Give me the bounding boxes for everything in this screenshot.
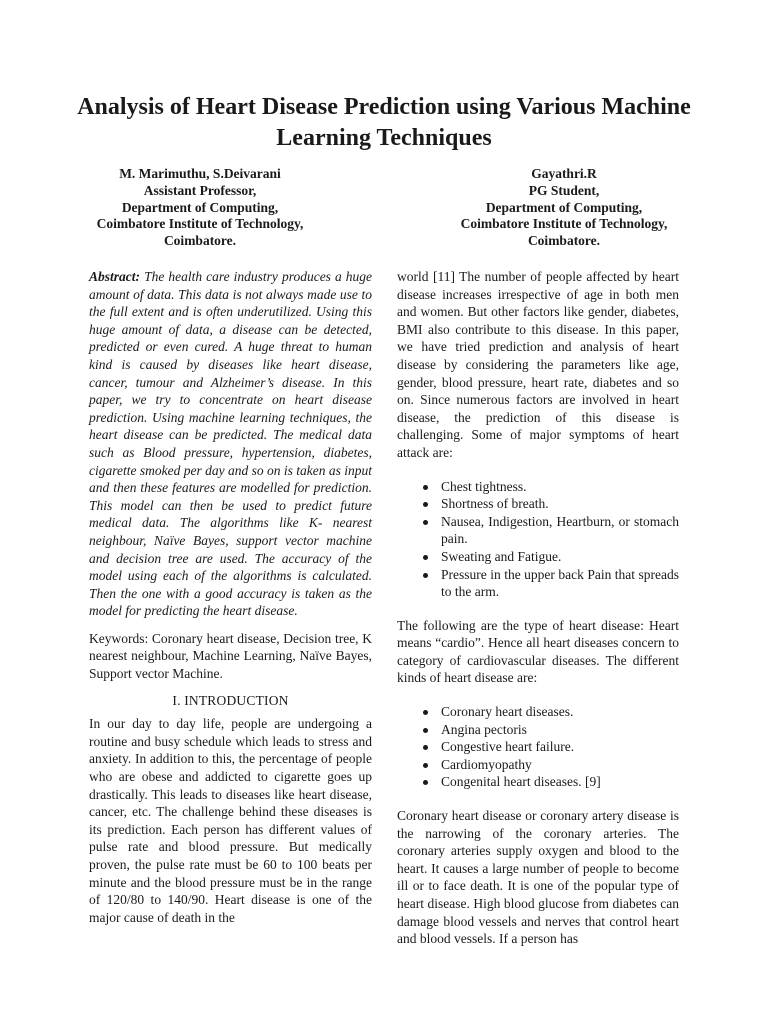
- list-item: [397, 513, 679, 548]
- introduction-paragraph: In our day to day life, people are undergoing a routine and busy schedule which leads to stress and anxiety. In addition to this, the percentage of people who are obese and addicted to cigarette goes up drastically. This leads to diseases like heart disease, cancer, etc. The challenge behind these diseases is its prediction. Each person has different values of pulse rate and blood pressure. But medically proven, the pulse rate must be 60 to 100 beats per minute and the blood pressure must be in the range of 120/80 to 140/90. Heart disease is one of the major cause of death in the: [89, 716, 372, 925]
- list-item-text: Congestive heart failure.: [441, 739, 575, 755]
- list-item: [397, 773, 679, 791]
- bullet-icon: [423, 502, 428, 507]
- bullet-icon: [423, 555, 428, 560]
- list-item-text: Sweating and Fatigue.: [441, 548, 562, 564]
- author-department: Department of Computing,: [121, 199, 279, 215]
- list-item-text: Angina pectoris: [441, 721, 527, 737]
- bullet-icon: [423, 728, 428, 733]
- paper-title: Analysis of Heart Disease Prediction using Various Machine Learning Techniques: [77, 94, 691, 151]
- symptoms-list: [397, 478, 679, 601]
- list-item: [397, 756, 679, 774]
- bullet-icon: [423, 520, 428, 525]
- list-item: [397, 478, 679, 496]
- list-item-text: Nausea, Indigestion, Heartburn, or stomach pain.: [441, 513, 679, 547]
- right-column: [397, 268, 679, 948]
- bullet-icon: [423, 485, 428, 490]
- author-department: Department of Computing,: [485, 199, 643, 215]
- body-paragraph: The following are the type of heart disease: Heart means “cardio”. Hence all heart diseases concern to category of cardiovascular diseases. The different kinds of heart disease are:: [397, 617, 679, 686]
- list-item-text: Chest tightness.: [441, 478, 527, 494]
- list-item-text: Coronary heart diseases.: [441, 704, 574, 720]
- disease-types-list: [397, 703, 679, 791]
- section-heading-introduction: I. INTRODUCTION: [172, 692, 289, 708]
- list-item-text: Congenital heart diseases. [9]: [441, 774, 601, 790]
- author-institute: Coimbatore Institute of Technology,: [460, 216, 668, 232]
- author-names: Gayathri.R: [531, 166, 597, 181]
- list-item-text: Cardiomyopathy: [441, 756, 532, 772]
- bullet-icon: [423, 780, 428, 785]
- author-block-right: [444, 166, 684, 250]
- list-item-text: Pressure in the upper back Pain that spreads to the arm.: [441, 566, 679, 600]
- author-block-left: [80, 166, 320, 250]
- author-role: PG Student,: [528, 182, 600, 198]
- list-item: [397, 495, 679, 513]
- list-item: [397, 721, 679, 739]
- bullet-icon: [423, 745, 428, 750]
- list-item: [397, 738, 679, 756]
- body-paragraph: Coronary heart disease or coronary artery disease is the narrowing of the coronary arteries. The coronary arteries supply oxygen and blood to the heart. It causes a large number of people to become ill or to face death. It is one of the popular type of heart disease. High blood glucose from diabetes can damage blood vessels and nerves that control heart and blood vessels. If a person has: [397, 808, 679, 947]
- author-city: Coimbatore.: [527, 233, 601, 249]
- list-item-text: Shortness of breath.: [441, 496, 549, 512]
- bullet-icon: [423, 573, 428, 578]
- list-item: [397, 548, 679, 566]
- body-paragraph: world [11] The number of people affected by heart disease increases irrespective of age in both men and women. But other factors like gender, diabetes, BMI also contribute to this disease. In this paper, we have tried prediction and analysis of heart disease by considering the parameters like age, gender, blood pressure, heart rate, diabetes and so on. Since numerous factors are involved in heart disease, the prediction of this disease is challenging. Some of major symptoms of heart attack are:: [397, 269, 679, 460]
- list-item: [397, 703, 679, 721]
- abstract-label: Abstract:: [89, 269, 141, 284]
- bullet-icon: [423, 710, 428, 715]
- abstract: [89, 268, 372, 620]
- list-item: [397, 566, 679, 601]
- author-role: Assistant Professor,: [143, 182, 257, 198]
- author-institute: Coimbatore Institute of Technology,: [96, 216, 304, 232]
- author-city: Coimbatore.: [163, 233, 237, 249]
- left-column: [89, 268, 372, 926]
- author-names: M. Marimuthu, S.Deivarani: [119, 166, 281, 181]
- keywords: Keywords: Coronary heart disease, Decision tree, K nearest neighbour, Machine Learning, Naïve Bayes, Support vector Machine.: [89, 630, 372, 682]
- abstract-text: The health care industry produces a huge amount of data. This data is not always made use to the full extent and is often underutilized. Using this huge amount of data, a disease can be detected, predicted or even cured. A huge threat to human kind is caused by diseases like heart disease, cancer, tumour and Alzheimer’s disease. In this paper, we try to concentrate on heart disease prediction. Using machine learning techniques, the heart disease can be predicted. The medical data such as Blood pressure, hypertension, diabetes, cigarette smoked per day and so on is taken as input and then these features are modelled for prediction. This model can then be used to predict future medical data. The algorithms like K- nearest neighbour, Naïve Bayes, support vector machine and decision tree are used. The accuracy of the model using each of the algorithms is calculated. Then the one with a good accuracy is taken as the model for predicting the heart disease.: [89, 269, 373, 619]
- bullet-icon: [423, 763, 428, 768]
